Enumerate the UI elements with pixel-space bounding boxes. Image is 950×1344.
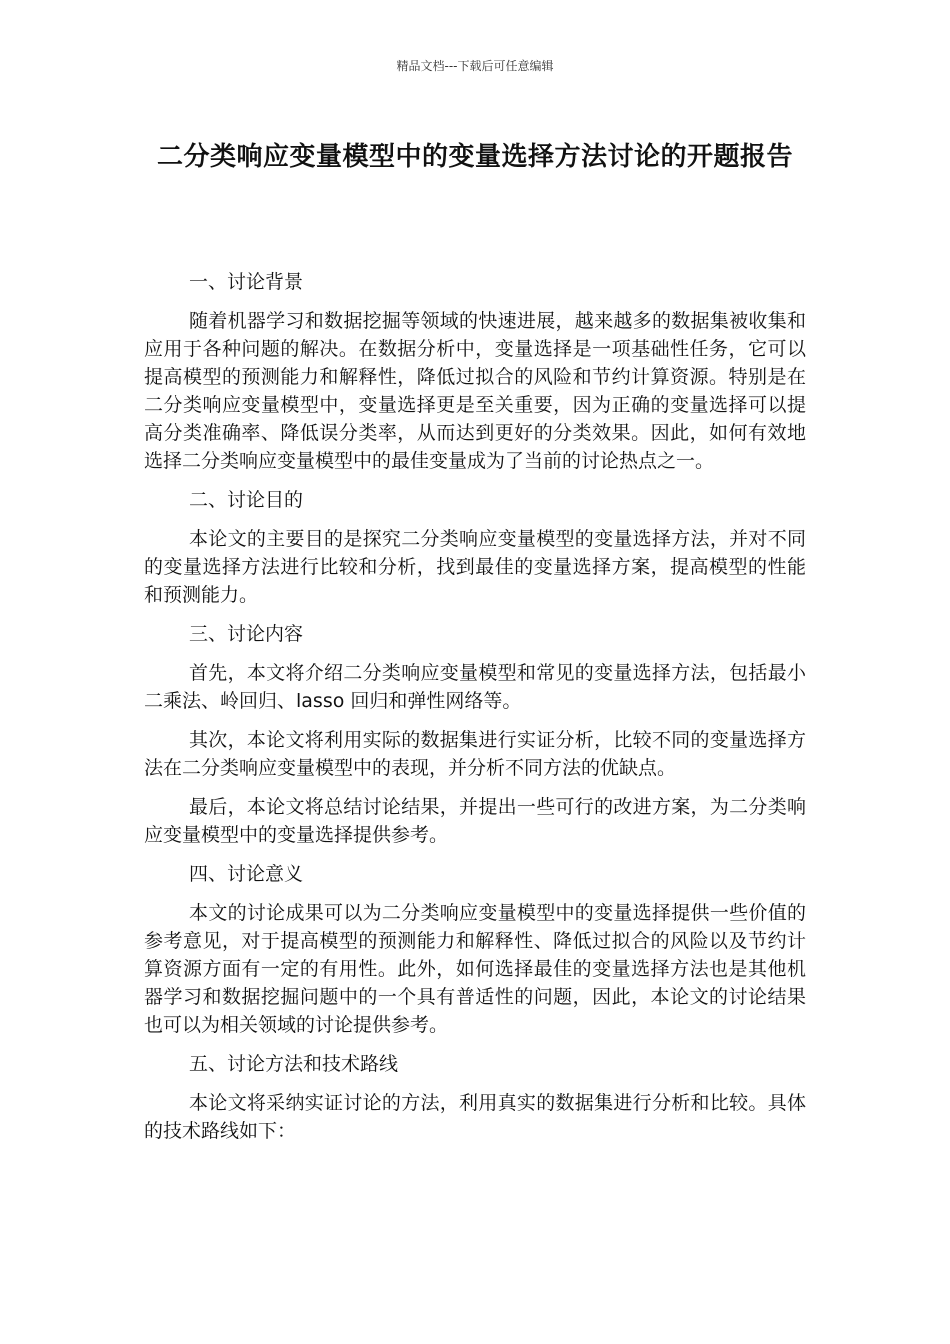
- section-content: [144, 620, 806, 849]
- section-purpose: [144, 486, 806, 609]
- paragraph: 本论文的主要目的是探究二分类响应变量模型的变量选择方法，并对不同的变量选择方法进行比较和分析，找到最佳的变量选择方案，提高模型的性能和预测能力。: [144, 528, 806, 606]
- paragraph: 本文的讨论成果可以为二分类响应变量模型中的变量选择提供一些价值的参考意见，对于提高模型的预测能力和解释性、降低过拟合的风险以及节约计算资源方面有一定的有用性。此外，如何选择最佳的变量选择方法也是其他机器学习和数据挖掘问题中的一个具有普适性的问题，因此，本论文的讨论结果也可以为相关领域的讨论提供参考。: [144, 902, 806, 1036]
- section-significance: [144, 860, 806, 1039]
- section-heading: 一、讨论背景: [189, 271, 304, 293]
- document-title: 二分类响应变量模型中的变量选择方法讨论的开题报告: [156, 142, 793, 172]
- section-heading: 二、讨论目的: [189, 489, 304, 511]
- paragraph: 其次，本论文将利用实际的数据集进行实证分析，比较不同的变量选择方法在二分类响应变量模型中的表现，并分析不同方法的优缺点。: [144, 729, 806, 779]
- section-heading: 三、讨论内容: [189, 623, 304, 645]
- document-body: [144, 268, 806, 1156]
- section-background: [144, 268, 806, 475]
- section-methods: [144, 1050, 806, 1145]
- page-header: 精品文档---下载后可任意编辑: [396, 59, 554, 73]
- paragraph: 最后，本论文将总结讨论结果，并提出一些可行的改进方案，为二分类响应变量模型中的变量选择提供参考。: [144, 796, 806, 846]
- paragraph: 随着机器学习和数据挖掘等领域的快速进展，越来越多的数据集被收集和应用于各种问题的解决。在数据分析中，变量选择是一项基础性任务，它可以提高模型的预测能力和解释性，降低过拟合的风险和节约计算资源。特别是在二分类响应变量模型中，变量选择更是至关重要，因为正确的变量选择可以提高分类准确率、降低误分类率，从而达到更好的分类效果。因此，如何有效地选择二分类响应变量模型中的最佳变量成为了当前的讨论热点之一。: [144, 310, 806, 472]
- section-heading: 五、讨论方法和技术路线: [189, 1053, 399, 1075]
- paragraph: 首先，本文将介绍二分类响应变量模型和常见的变量选择方法，包括最小二乘法、岭回归、lasso 回归和弹性网络等。: [144, 662, 806, 712]
- section-heading: 四、讨论意义: [189, 863, 304, 885]
- paragraph: 本论文将采纳实证讨论的方法，利用真实的数据集进行分析和比较。具体的技术路线如下：: [144, 1092, 806, 1142]
